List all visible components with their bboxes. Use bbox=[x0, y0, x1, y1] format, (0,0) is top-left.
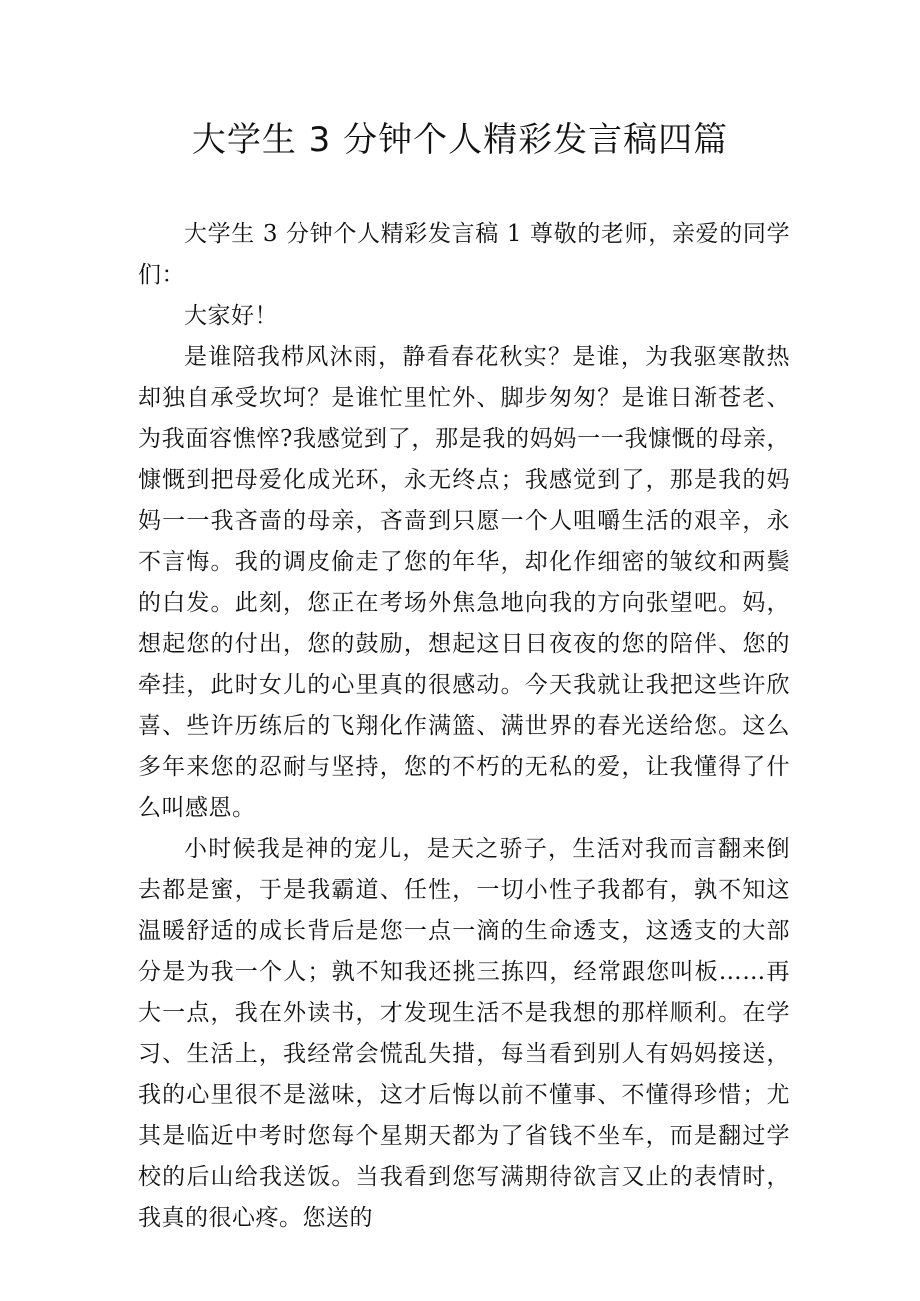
paragraph-childhood: 小时候我是神的宠儿，是天之骄子，生活对我而言翻来倒去都是蜜，于是我霸道、任性，一切小性子我都有，孰不知这温暖舒适的成长背后是您一点一滴的生命透支，这透支的大部分是为我一个人；孰不知我还挑三拣四，经常跟您叫板……再大一点，我在外读书，才发现生活不是我想的那样顺利。在学习、生活上，我经常会慌乱失措，每当看到别人有妈妈接送，我的心里很不是滋味，这才后悔以前不懂事、不懂得珍惜；尤其是临近中考时您每个星期天都为了省钱不坐车，而是翻过学校的后山给我送饭。当我看到您写满期待欲言又止的表情时，我真的很心疼。您送的 bbox=[138, 836, 790, 1231]
paragraph-greeting: 大学生 3 分钟个人精彩发言稿 1 尊敬的老师，亲爱的同学们： bbox=[138, 221, 790, 288]
paragraph-hello: 大家好！ bbox=[184, 303, 278, 329]
document-body bbox=[138, 214, 790, 1239]
paragraph-mother: 是谁陪我栉风沐雨，静看春花秋实？是谁，为我驱寒散热却独自承受坎坷？是谁忙里忙外、脚步匆匆？是谁日渐苍老、为我面容憔悴?我感觉到了，那是我的妈妈一一我慷慨的母亲，慷慨到把母爱化成光环，永无终点；我感觉到了，那是我的妈妈一一我吝啬的母亲，吝啬到只愿一个人咀嚼生活的艰辛，永不言悔。我的调皮偷走了您的年华，却化作细密的皱纹和两鬓的白发。此刻，您正在考场外焦急地向我的方向张望吧。妈，想起您的付出，您的鼓励，想起这日日夜夜的您的陪伴、您的牵挂，此时女儿的心里真的很感动。今天我就让我把这些许欣喜、些许历练后的飞翔化作满篮、满世界的春光送给您。这么多年来您的忍耐与坚持，您的不朽的无私的爱，让我懂得了什么叫感恩。 bbox=[138, 344, 790, 821]
document-title: 大学生 3 分钟个人精彩发言稿四篇 bbox=[191, 120, 729, 160]
